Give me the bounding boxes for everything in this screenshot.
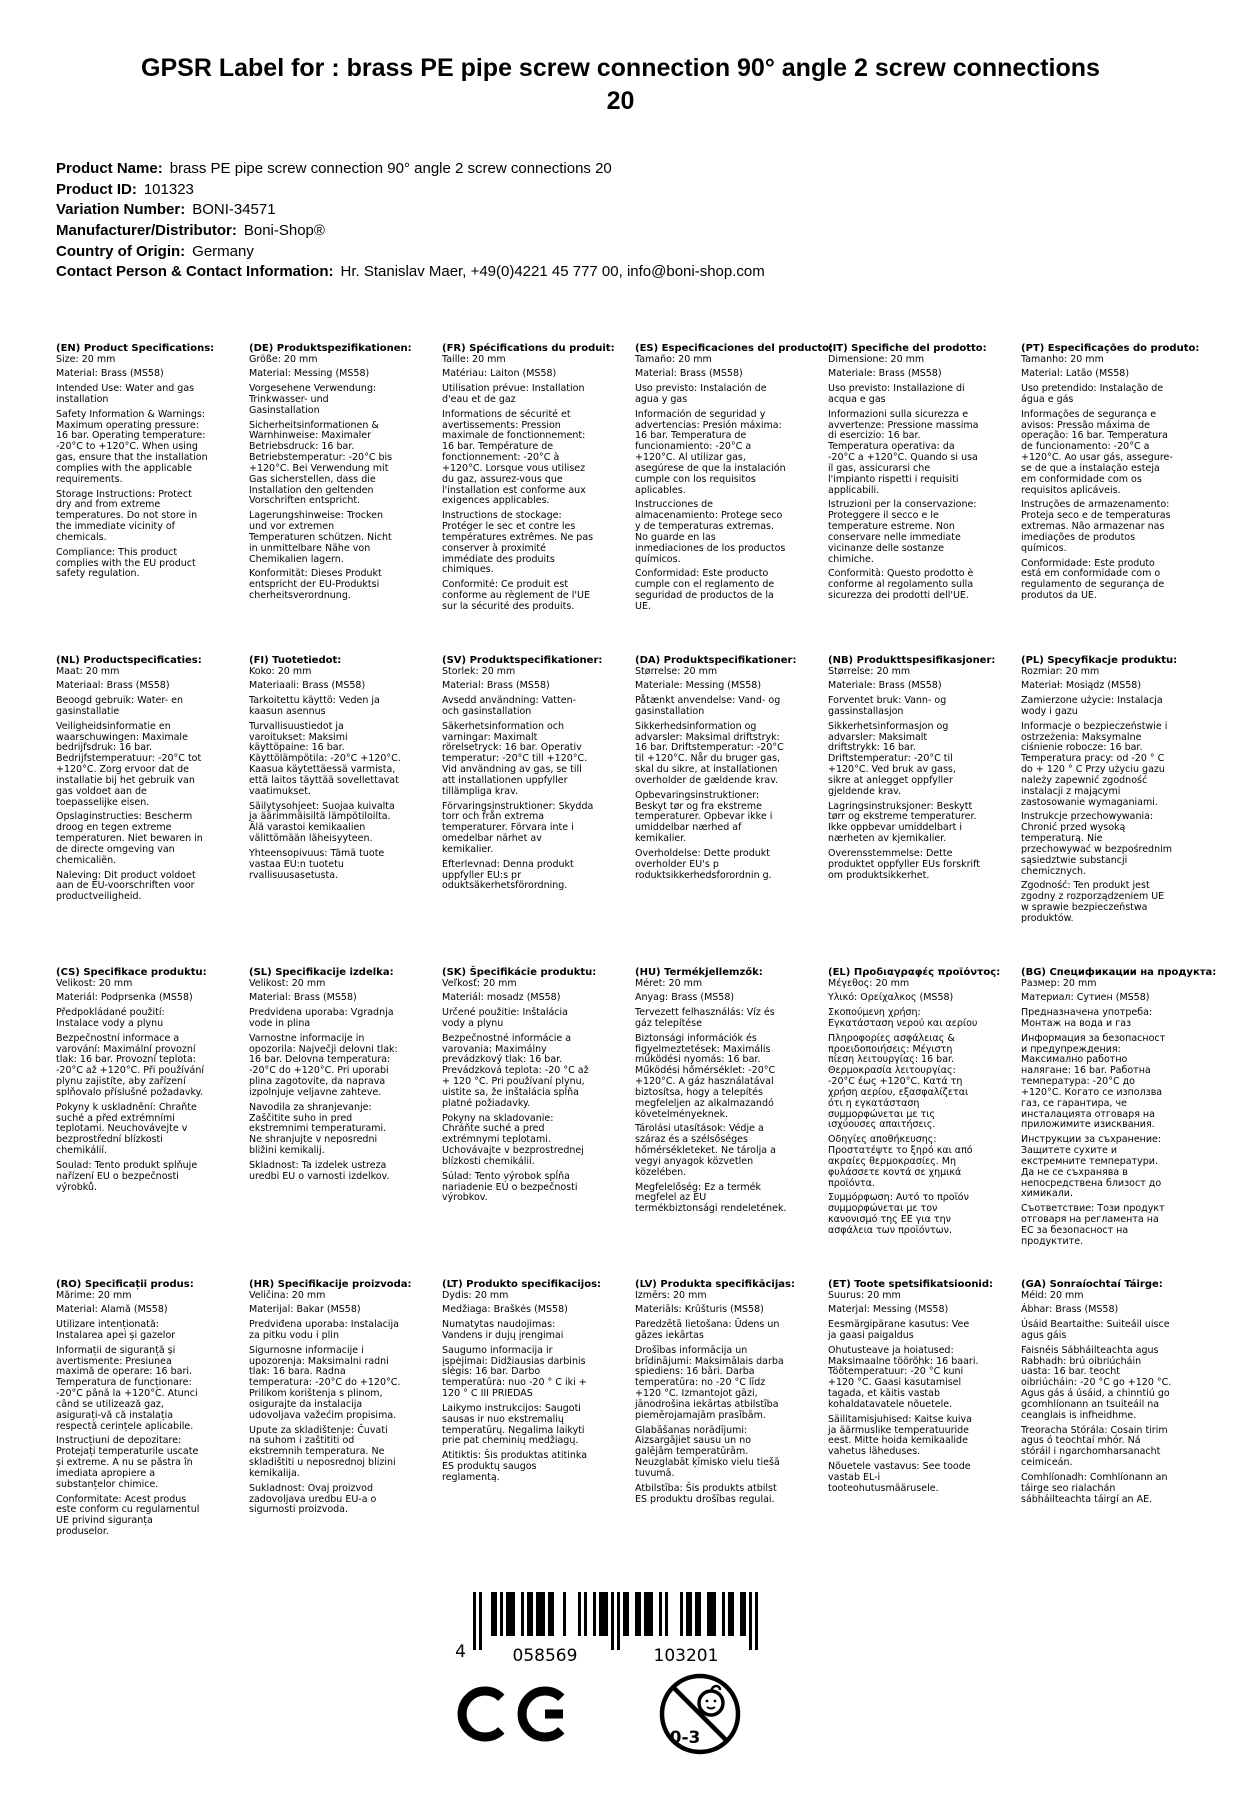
spec-grid xyxy=(56,343,1241,1591)
spec-paragraph: Предназначена употреба: Монтаж на вода и газ xyxy=(1021,1007,1153,1029)
info-label: Variation Number: xyxy=(56,201,186,219)
spec-paragraph: Úsáid Beartaithe: Suiteáil uisce agus gáis xyxy=(1021,1319,1170,1341)
spec-paragraph: Informazioni sulla sicurezza e avvertenze: Pressione massima di esercizio: 16 bar. Temperatura operativa: da -20°C a +120°C. Quando si usa il gas, assicurarsi che l'impianto rispetti i requisiti applicabili. xyxy=(828,408,979,496)
spec-block-es xyxy=(635,343,834,655)
spec-paragraph: Vorgesehene Verwendung: Trinkwasser- und Gasinstallation xyxy=(249,383,377,416)
spec-paragraph: Sicherheitsinformationen & Warnhinweise: Maximaler Betriebsdruck: 16 bar. Betriebstemperatur: -20°C bis +120°C. Bei Verwendung mit Gas sicherstellen, dass die Installation den geltenden Vorschriften entspricht. xyxy=(249,419,393,507)
spec-paragraph: Biztonsági információk és figyelmeztetések: Maximális működési nyomás: 16 bar. Működési hőmérséklet: -20°C +120°C. A gáz használatával biztosítsa, hogy a telepítés megfeleljen az alkalmazandó követelményeknek. xyxy=(635,1032,776,1120)
spec-block-lv xyxy=(635,1279,795,1591)
spec-paragraph: Materjal: Messing (MS58) xyxy=(828,1304,949,1316)
spec-paragraph: Súlad: Tento výrobok spĺňa nariadenie EÚ o bezpečnosti výrobkov. xyxy=(442,1170,578,1204)
spec-paragraph: Overholdelse: Dette produkt overholder EU's p roduktsikkerhedsforordnin g. xyxy=(635,847,772,881)
spec-paragraph: Dydis: 20 mm xyxy=(442,1289,509,1301)
product-info-line xyxy=(56,159,1241,180)
spec-paragraph: Naleving: Dit product voldoet aan de EU-voorschriften voor productveiligheid. xyxy=(56,869,196,903)
spec-paragraph: Yhteensopivuus: Tämä tuote vastaa EU:n tuotetu rvallisuusasetusta. xyxy=(249,847,385,881)
spec-block-hu xyxy=(635,967,787,1279)
product-info-line xyxy=(56,221,1241,242)
spec-block-title: (ES) Especificaciones del producto: xyxy=(635,343,834,355)
info-value: brass PE pipe screw connection 90° angle 2 screw connections 20 xyxy=(169,160,612,177)
spec-paragraph: Zamierzone użycie: Instalacja wody i gazu xyxy=(1021,695,1163,717)
spec-paragraph: Utilisation prévue: Installation d'eau et de gaz xyxy=(442,383,585,405)
spec-paragraph: Izmērs: 20 mm xyxy=(635,1289,707,1301)
spec-paragraph: Matériau: Laiton (MS58) xyxy=(442,368,557,380)
barcode-bars-icon xyxy=(473,1592,758,1662)
info-label: Contact Person & Contact Information: xyxy=(56,263,334,281)
spec-paragraph: Forventet bruk: Vann- og gassinstallasjon xyxy=(828,695,947,717)
spec-paragraph: Laikymo instrukcijos: Saugoti sausas ir nuo ekstremalių temperatūrų. Negalima laikyti prie pat cheminių medžiagų. xyxy=(442,1402,585,1447)
spec-paragraph: Материал: Сутиен (MS58) xyxy=(1021,992,1150,1004)
spec-paragraph: Turvallisuustiedot ja varoitukset: Maksimi käyttöpaine: 16 bar. Käyttölämpötila: -20°C +120°C. Kaasua käytettäessä varmista, että laitos täyttää sovellettavat vaatimukset. xyxy=(249,720,401,797)
spec-paragraph: Méid: 20 mm xyxy=(1021,1289,1084,1301)
spec-paragraph: Veličina: 20 mm xyxy=(249,1289,326,1301)
spec-paragraph: Treoracha Stórála: Cosain tirim agus ó teochtaí mhór. Ná stóráil i ngarchomharsanacht ceimiceán. xyxy=(1021,1424,1168,1469)
spec-block-hr xyxy=(249,1279,412,1591)
spec-paragraph: Taille: 20 mm xyxy=(442,353,506,365)
spec-paragraph: Předpokládané použití: Instalace vody a plynu xyxy=(56,1007,165,1029)
spec-paragraph: Informații de siguranță și avertismente: Presiunea maximă de operare: 16 bari. Temperatura de funcționare: -20°C până la +120°C. Atunci când se utilizează gaz, asigurați-vă că instalația respectă cerințele aplicabile. xyxy=(56,1344,198,1432)
spec-paragraph: Tárolási utasítások: Védje a száraz és a szélsőséges hőmérsékleteket. Ne tárolja a vegyi anyagok közvetlen közelében. xyxy=(635,1123,776,1178)
spec-paragraph: Koko: 20 mm xyxy=(249,665,312,677)
spec-paragraph: Dimensione: 20 mm xyxy=(828,353,925,365)
product-info-line xyxy=(56,200,1241,221)
product-info xyxy=(56,159,1241,283)
spec-block-title: (GA) Sonraíochtaí Táirge: xyxy=(1021,1279,1163,1291)
spec-paragraph: Instrucțiuni de depozitare: Protejați temperaturile uscate și extreme. A nu se păstra în imediata apropiere a substanțelor chimice. xyxy=(56,1435,199,1490)
spec-block-title: (EN) Product Specifications: xyxy=(56,343,215,355)
spec-paragraph: Tamaño: 20 mm xyxy=(635,353,712,365)
spec-paragraph: Storage Instructions: Protect dry and from extreme temperatures. Do not store in the immediate vicinity of chemicals. xyxy=(56,488,198,543)
spec-paragraph: Tarkoitettu käyttö: Veden ja kaasun asennus xyxy=(249,695,380,717)
spec-paragraph: Soulad: Tento produkt splňuje nařízení EU o bezpečnosti výrobků. xyxy=(56,1159,198,1193)
spec-block-title: (FI) Tuotetiedot: xyxy=(249,655,342,667)
spec-block-title: (HU) Termékjellemzők: xyxy=(635,967,763,979)
spec-paragraph: Atbilstība: Šis produkts atbilst ES produktu drošības regulai. xyxy=(635,1482,777,1505)
spec-paragraph: Varnostne informacije in opozorila: Največji delovni tlak: 16 bar. Delovna temperatura: -20°C do +120°C. Pri uporabi plina zagotovite, da naprava izpolnjuje veljavne zahteve. xyxy=(249,1032,398,1098)
spec-paragraph: Conformidade: Este produto está em conformidade com o regulamento de segurança de produtos da UE. xyxy=(1021,557,1165,602)
spec-paragraph: Materiaal: Brass (MS58) xyxy=(56,680,170,692)
spec-block-title: (SV) Produktspecifikationer: xyxy=(442,655,603,667)
spec-paragraph: Sikkerhedsinformation og advarsler: Maksimal driftstryk: 16 bar. Driftstemperatur: -20°C til +120°C. Når du bruger gas, skal du sikre, at installationen overholder de gældende krav. xyxy=(635,720,784,786)
spec-block-fi xyxy=(249,655,401,967)
ce-mark-icon xyxy=(456,1681,574,1747)
spec-paragraph: Størrelse: 20 mm xyxy=(635,665,718,677)
ean-barcode xyxy=(0,1592,1227,1662)
spec-paragraph: Materiāls: Krūšturis (MS58) xyxy=(635,1304,764,1316)
info-value: Hr. Stanislav Maer, +49(0)4221 45 777 00, info@boni-shop.com xyxy=(340,263,765,281)
spec-paragraph: Materiál: mosadz (MS58) xyxy=(442,992,561,1004)
spec-block-da xyxy=(635,655,797,967)
spec-paragraph: Μέγεθος: 20 mm xyxy=(828,977,910,989)
spec-paragraph: Material: Brass (MS58) xyxy=(635,368,743,380)
spec-paragraph: Upute za skladištenje: Čuvati na suhom i zaštititi od ekstremnih temperatura. Ne skladištiti u neposrednoj blizini kemikalija. xyxy=(249,1424,396,1479)
spec-paragraph: Materiał: Mosiądz (MS58) xyxy=(1021,680,1142,692)
spec-paragraph: Υλικό: Ορείχαλκος (MS58) xyxy=(828,992,954,1004)
spec-block-fr xyxy=(442,343,615,655)
spec-paragraph: Eesmärgipärane kasutus: Vee ja gaasi paigaldus xyxy=(828,1319,970,1341)
spec-paragraph: Zgodność: Ten produkt jest zgodny z rozporządzeniem UE w sprawie bezpieczeństwa produktów. xyxy=(1021,880,1165,924)
spec-block-title: (CS) Specifikace produktu: xyxy=(56,967,207,979)
product-info-line xyxy=(56,242,1241,263)
spec-paragraph: Overensstemmelse: Dette produktet oppfyller EUs forskrift om produktsikkerhet. xyxy=(828,847,981,881)
spec-paragraph: Σκοπούμενη χρήση: Εγκατάσταση νερού και αερίου xyxy=(828,1007,978,1029)
spec-paragraph: Информация за безопасност и предупреждения: Максимално работно налягане: 16 bar. Работна температура: -20°C до +120°C. Когато се използва газ, се гарантира, че инсталацията отговаря на приложимите изисквания. xyxy=(1021,1032,1166,1131)
spec-block-pl xyxy=(1021,655,1178,967)
spec-block-sv xyxy=(442,655,603,967)
spec-paragraph: Storlek: 20 mm xyxy=(442,665,516,677)
spec-paragraph: Material: Alamă (MS58) xyxy=(56,1304,168,1316)
spec-paragraph: Maat: 20 mm xyxy=(56,665,120,677)
spec-paragraph: Navodila za shranjevanje: Zaščitite suho in pred ekstremnimi temperaturami. Ne shranjujte v neposredni bližini kemikalij. xyxy=(249,1101,387,1157)
barcode-lead-digit: 4 xyxy=(455,1642,466,1663)
spec-paragraph: Saugumo informacija ir įspėjimai: Didžiausias darbinis slėgis: 16 bar. Darbo temperatūra: nuo -20 ° C iki + 120 ° C III PRIEDAS xyxy=(442,1344,587,1400)
spec-paragraph: Säkerhetsinformation och varningar: Maximalt rörelsetryck: 16 bar. Operativ temperatur: -20°C till +120°C. Vid användning av gas, se till att installationen uppfyller tillämpliga krav. xyxy=(442,720,588,797)
spec-block-ro xyxy=(56,1279,208,1591)
spec-paragraph: Compliance: This product complies with the EU product safety regulation. xyxy=(56,546,196,580)
spec-paragraph: Informations de sécurité et avertissements: Pression maximale de fonctionnement: 16 bar. Température de fonctionnement: -20°C à +120°C. Lorsque vous utilisez du gaz, assurez-vous que l'installation est conforme aux exigences applicables. xyxy=(442,408,586,507)
spec-paragraph: Größe: 20 mm xyxy=(249,353,318,365)
spec-paragraph: Comhlíonadh: Comhlíonann an táirge seo rialachán sábháilteachta táirgí an AE. xyxy=(1021,1471,1168,1505)
spec-block-title: (RO) Specificații produs: xyxy=(56,1279,194,1291)
spec-block-bg xyxy=(1021,967,1217,1279)
spec-block-title: (PT) Especificações do produto: xyxy=(1021,343,1200,355)
spec-paragraph: Bezpečnostní informace a varování: Maximální provozní tlak: 16 bar. Provozní teplota: -20°C až +120°C. Při používání plynu zajistíte, aby zařízení splňovalo příslušné požadavky. xyxy=(56,1032,204,1098)
spec-paragraph: Säilitamisjuhised: Kaitse kuiva ja äärmuslike temperatuuride eest. Mitte hoida kemikaalide vahetus läheduses. xyxy=(828,1413,972,1458)
spec-block-title: (DA) Produktspecifikationer: xyxy=(635,655,797,667)
spec-block-title: (SK) Špecifikácie produktu: xyxy=(442,967,597,979)
gpsr-label-page xyxy=(0,52,1241,1806)
spec-block-de xyxy=(249,343,412,655)
spec-paragraph: Numatytas naudojimas: Vandens ir dujų įrengimai xyxy=(442,1319,564,1341)
spec-paragraph: Velikost: 20 mm xyxy=(56,977,133,989)
spec-block-lt xyxy=(442,1279,602,1591)
spec-block-title: (PL) Specyfikacje produktu: xyxy=(1021,655,1178,667)
spec-paragraph: Bezpečnostné informácie a varovania: Maximálny prevádzkový tlak: 16 bar. Prevádzková teplota: -20 °C až + 120 °C. Pri používaní plynu, uistite sa, že inštalácia spĺňa platné požiadavky. xyxy=(442,1032,589,1109)
spec-block-title: (HR) Specifikacije proizvoda: xyxy=(249,1279,412,1291)
info-label: Product Name: xyxy=(56,160,163,177)
spec-paragraph: Instructions de stockage: Protéger le sec et contre les températures extrêmes. Ne pas conserver à proximité immédiate des produits chimiques. xyxy=(442,510,594,576)
spec-block-it xyxy=(828,343,987,655)
spec-paragraph: Tamanho: 20 mm xyxy=(1021,353,1104,365)
spec-paragraph: Material: Brass (MS58) xyxy=(442,680,550,692)
spec-paragraph: Veiligheidsinformatie en waarschuwingen: Maximale bedrijfsdruk: 16 bar. Bedrijfstemperatuur: -20°C tot +120°C. Zorg ervoor dat de installatie bij het gebruik van gas voldoet aan de toepasselijke eisen. xyxy=(56,720,202,808)
spec-paragraph: Uso previsto: Instalación de agua y gas xyxy=(635,383,767,405)
spec-paragraph: Uso previsto: Installazione di acqua e gas xyxy=(828,383,965,405)
spec-paragraph: Drošības informācija un brīdinājumi: Maksimālais darba spiediens: 16 bāri. Darba temperatūra: no -20 °C līdz +120 °C. Izmantojot gāzi, jānodrošina iekārtas atbilstība piemērojamajām prasībām. xyxy=(635,1344,784,1421)
spec-paragraph: Información de seguridad y advertencias: Presión máxima: 16 bar. Temperatura de funcionamiento: -20°C a +120°C. Al utilizar gas, asegúrese de que la instalación cumple con los requisitos aplicables. xyxy=(635,408,786,496)
spec-paragraph: Materiale: Brass (MS58) xyxy=(828,368,942,380)
spec-block-title: (NB) Produkttspesifikasjoner: xyxy=(828,655,996,667)
spec-paragraph: Instrukcje przechowywania: Chronić przed wysoką temperaturą. Nie przechowywać w bezpośrednim sąsiedztwie substancji chemicznych. xyxy=(1021,811,1172,877)
spec-paragraph: Instruções de armazenamento: Proteja seco e de temperaturas extremas. Não armazenar nas imediações de produtos químicos. xyxy=(1021,499,1171,554)
product-info-line xyxy=(56,180,1241,201)
barcode-right-digits: 103201 xyxy=(653,1646,719,1663)
spec-paragraph: Lagerungshinweise: Trocken und vor extremen Temperaturen schützen. Nicht in unmittelbare Nähe von Chemikalien lagern. xyxy=(249,510,392,565)
spec-paragraph: Påtænkt anvendelse: Vand- og gasinstallation xyxy=(635,695,781,717)
spec-paragraph: Sigurnosne informacije i upozorenja: Maksimalni radni tlak: 16 bara. Radna temperatura: -20°C do +120°C. Prilikom korištenja s plinom, osigurajte da instalacija udovoljava važećim propisima. xyxy=(249,1344,401,1421)
spec-paragraph: Material: Messing (MS58) xyxy=(249,368,370,380)
spec-paragraph: Paredzētā lietošana: Ūdens un gāzes iekārtas xyxy=(635,1319,780,1341)
spec-paragraph: Safety Information & Warnings: Maximum operating pressure: 16 bar. Operating temperature: -20°C to +120°C. When using gas, ensure that the installation complies with the applicable requirements. xyxy=(56,408,208,485)
spec-block-title: (NL) Productspecificaties: xyxy=(56,655,202,667)
spec-block-nb xyxy=(828,655,996,967)
spec-paragraph: Conformitate: Acest produs este conform cu regulamentul UE privind siguranța produselor. xyxy=(56,1493,200,1538)
spec-paragraph: Mărime: 20 mm xyxy=(56,1289,132,1301)
spec-paragraph: Lagringsinstruksjoner: Beskytt tørr og ekstreme temperaturer. Ikke oppbevar umiddelbart i nærheten av kjemikalier. xyxy=(828,800,977,845)
spec-paragraph: Avsedd användning: Vatten- och gasinstallation xyxy=(442,695,577,717)
spec-paragraph: Pokyny na skladovanie: Chráňte suché a pred extrémnymi teplotami. Uchovávajte v bezprostrednej blízkosti chemikálií. xyxy=(442,1112,584,1167)
info-value: Germany xyxy=(192,242,254,260)
spec-block-et xyxy=(828,1279,994,1591)
spec-block-title: (IT) Specifiche del prodotto: xyxy=(828,343,987,355)
spec-block-title: (DE) Produktspezifikationen: xyxy=(249,343,412,355)
info-label: Product ID: xyxy=(56,180,137,198)
spec-paragraph: Instrucciones de almacenamiento: Protege seco y de temperaturas extremas. No guarde en las inmediaciones de los productos químicos. xyxy=(635,499,786,565)
spec-paragraph: Faisnéis Sábháilteachta agus Rabhadh: brú oibriúcháin uasta: 16 bar. teocht oibriúcháin: -20 °C go +120 °C. Agus gás á úsáid, a chinntiú go gcomhlíonann an tsuiteáil na ceanglais is infheidhme. xyxy=(1021,1344,1172,1421)
spec-paragraph: Materiale: Brass (MS58) xyxy=(828,680,942,692)
spec-paragraph: Οδηγίες αποθήκευσης: Προστατέψτε το ξηρό και από ακραίες θερμοκρασίες. Μη φυλάσσετε κοντά σε χημικά προϊόντα. xyxy=(828,1134,973,1189)
spec-paragraph: Ohutusteave ja hoiatused: Maksimaalne töörõhk: 16 baari. Töötemperatuur: -20 °C kuni +120 °C. Gaasi kasutamisel tagada, et käitis vastab kohaldatavatele nõuetele. xyxy=(828,1344,979,1410)
spec-block-title: (BG) Спецификации на продукта: xyxy=(1021,967,1217,979)
spec-paragraph: Conformité: Ce produit est conforme au règlement de l'UE sur la sécurité des produits. xyxy=(442,579,590,612)
info-label: Manufacturer/Distributor: xyxy=(56,222,237,240)
spec-paragraph: Size: 20 mm xyxy=(56,353,116,365)
spec-paragraph: Инструкции за съхранение: Защитете сухите и екстремните температури. Да не се съхранява в непосредствена близост до химикали. xyxy=(1021,1134,1162,1200)
spec-paragraph: Skladnost: Ta izdelek ustreza uredbi EU o varnosti izdelkov. xyxy=(249,1159,390,1182)
product-info-line xyxy=(56,262,1241,283)
spec-block-title: (FR) Spécifications du produit: xyxy=(442,343,615,355)
page-title: GPSR Label for : brass PE pipe screw connection 90° angle 2 screw connections 20 xyxy=(141,54,1100,115)
spec-paragraph: Anyag: Brass (MS58) xyxy=(635,992,735,1004)
spec-paragraph: Размер: 20 mm xyxy=(1021,977,1097,989)
spec-paragraph: Opslaginstructies: Bescherm droog en tegen extreme temperaturen. Niet bewaren in de directe omgeving van chemicaliën. xyxy=(56,811,203,866)
spec-paragraph: Nõuetele vastavus: See toode vastab EL-i tooteohutusmäärusele. xyxy=(828,1461,971,1494)
spec-paragraph: Atitiktis: Šis produktas atitinka ES produktų saugos reglamentą. xyxy=(442,1450,588,1483)
spec-paragraph: Säilytysohjeet: Suojaa kuivalta ja äärimmäisiltä lämpötiloilta. Älä varastoi kemikaalien välittömään läheisyyteen. xyxy=(249,800,395,845)
info-value: BONI-34571 xyxy=(192,201,276,219)
spec-paragraph: Rozmiar: 20 mm xyxy=(1021,665,1100,677)
spec-paragraph: Συμμόρφωση: Αυτό το προϊόν συμμορφώνεται με τον κανονισμό της ΕΕ για την ασφάλεια των προϊόντων. xyxy=(828,1192,969,1236)
spec-block-sk xyxy=(442,967,597,1279)
spec-paragraph: Predvidena uporaba: Vgradnja vode in plina xyxy=(249,1007,394,1029)
spec-paragraph: Informacje o bezpieczeństwie i ostrzeżenia: Maksymalne ciśnienie robocze: 16 bar. Temperatura pracy: od -20 ° C do + 120 ° C Przy użyciu gazu należy zapewnić zgodność instalacji z mającymi zastosowanie wymaganiami. xyxy=(1021,720,1168,808)
compliance-symbols xyxy=(0,1672,1219,1756)
spec-paragraph: Beoogd gebruik: Water- en gasinstallatie xyxy=(56,695,184,717)
spec-paragraph: Megfelelőség: Ez a termék megfelel az EU termékbiztonsági rendeletének. xyxy=(635,1181,787,1215)
spec-block-en xyxy=(56,343,215,655)
spec-paragraph: Opbevaringsinstruktioner: Beskyt tør og fra ekstreme temperaturer. Opbevar ikke i umiddelbar nærhed af kemikalier. xyxy=(635,789,773,845)
spec-block-title: (EL) Προδιαγραφές προϊόντος: xyxy=(828,967,1001,979)
spec-paragraph: Určené použitie: Inštalácia vody a plynu xyxy=(442,1007,568,1029)
spec-paragraph: Materiale: Messing (MS58) xyxy=(635,680,762,692)
spec-paragraph: Sukladnost: Ovaj proizvod zadovoljava uredbu EU-a o sigurnosti proizvoda. xyxy=(249,1482,377,1516)
spec-block-title: (SL) Specifikacije izdelka: xyxy=(249,967,394,979)
spec-paragraph: Konformität: Dieses Produkt entspricht der EU-Produktsi cherheitsverordnung. xyxy=(249,568,382,602)
spec-paragraph: Ábhar: Brass (MS58) xyxy=(1021,1304,1119,1316)
spec-paragraph: Conformidad: Este producto cumple con el reglamento de seguridad de productos de la UE. xyxy=(635,568,775,612)
spec-paragraph: Méret: 20 mm xyxy=(635,977,703,989)
spec-block-el xyxy=(828,967,1001,1279)
spec-paragraph: Medžiaga: Braškės (MS58) xyxy=(442,1304,568,1316)
spec-paragraph: Förvaringsinstruktioner: Skydda torr och från extrema temperaturer. Förvara inte i omedelbar närhet av kemikalier. xyxy=(442,800,594,855)
info-value: 101323 xyxy=(143,180,194,198)
spec-paragraph: Sikkerhetsinformasjon og advarsler: Maksimalt driftstrykk: 16 bar. Driftstemperatur: -20°C til +120°C. Ved bruk av gass, sikre at anlegget oppfyller gjeldende krav. xyxy=(828,720,956,797)
spec-block-sl xyxy=(249,967,401,1279)
spec-paragraph: Materiál: Podprsenka (MS58) xyxy=(56,992,193,1004)
baby-face-icon xyxy=(699,1691,723,1715)
spec-paragraph: Material: Brass (MS58) xyxy=(249,992,357,1004)
spec-block-title: (LV) Produkta specifikācijas: xyxy=(635,1279,795,1291)
info-value: Boni-Shop® xyxy=(243,222,325,240)
spec-paragraph: Veľkosť: 20 mm xyxy=(442,977,517,989)
spec-paragraph: Velikost: 20 mm xyxy=(249,977,326,989)
spec-paragraph: Suurus: 20 mm xyxy=(828,1289,901,1301)
spec-paragraph: Conformità: Questo prodotto è conforme al regolamento sulla sicurezza dei prodotti dell'UE. xyxy=(828,568,974,602)
spec-paragraph: Materiaali: Brass (MS58) xyxy=(249,680,366,692)
spec-paragraph: Materijal: Bakar (MS58) xyxy=(249,1304,361,1316)
spec-block-title: (ET) Toote spetsifikatsioonid: xyxy=(828,1279,994,1291)
spec-block-nl xyxy=(56,655,208,967)
spec-paragraph: Πληροφορίες ασφάλειας & προειδοποιήσεις: Μέγιστη πίεση λειτουργίας: 16 bar. Θερμοκρασία λειτουργίας: -20°C έως +120°C. Κατά τη χρήση αερίου, εξασφαλίζεται ότι η εγκατάσταση συμμορφώνεται με τις ισχύουσες απαιτήσεις. xyxy=(828,1032,969,1131)
spec-paragraph: Glabāšanas norādījumi: Aizsargājiet sausu un no galējām temperatūrām. Neuzglabāt ķīmisko vielu tiešā tuvumā. xyxy=(635,1424,780,1479)
spec-paragraph: Predviđena uporaba: Instalacija za pitku vodu i plin xyxy=(249,1319,399,1341)
age-range-label: 0-3 xyxy=(669,1728,700,1749)
spec-paragraph: Съответствие: Този продукт отговаря на регламента на ЕС за безопасност на продуктите. xyxy=(1021,1203,1165,1247)
spec-block-title: (LT) Produkto specifikacijos: xyxy=(442,1279,602,1291)
spec-paragraph: Material: Latão (MS58) xyxy=(1021,368,1130,380)
age-warning-0-3-icon xyxy=(658,1672,742,1756)
spec-paragraph: Utilizare intenționată: Instalarea apei și gazelor xyxy=(56,1319,176,1341)
spec-paragraph: Uso pretendido: Instalação de água e gás xyxy=(1021,383,1164,405)
spec-paragraph: Informações de segurança e avisos: Pressão máxima de operação: 16 bar. Temperatura de funcionamento: -20°C a +120°C. Ao usar gás, assegure-se de que a instalação esteja em conformidade com os requisitos aplicáveis. xyxy=(1021,408,1173,496)
spec-paragraph: Istruzioni per la conservazione: Proteggere il secco e le temperature estreme. Non conservare nelle immediate vicinanze delle sostanze chimiche. xyxy=(828,499,977,565)
barcode-left-digits: 058569 xyxy=(512,1646,578,1663)
spec-paragraph: Pokyny k uskladnění: Chraňte suché a před extrémními teplotami. Neuchovávejte v bezprostřední blízkosti chemikálií. xyxy=(56,1101,197,1157)
spec-paragraph: Tervezett felhasználás: Víz és gáz telepítése xyxy=(635,1007,775,1029)
spec-block-ga xyxy=(1021,1279,1173,1591)
spec-paragraph: Intended Use: Water and gas installation xyxy=(56,383,195,405)
spec-paragraph: Efterlevnad: Denna produkt uppfyller EU:s pr oduktsäkerhetsförordning. xyxy=(442,858,574,892)
spec-paragraph: Material: Brass (MS58) xyxy=(56,368,164,380)
spec-paragraph: Størrelse: 20 mm xyxy=(828,665,911,677)
spec-block-cs xyxy=(56,967,208,1279)
spec-block-pt xyxy=(1021,343,1200,655)
info-label: Country of Origin: xyxy=(56,242,186,260)
